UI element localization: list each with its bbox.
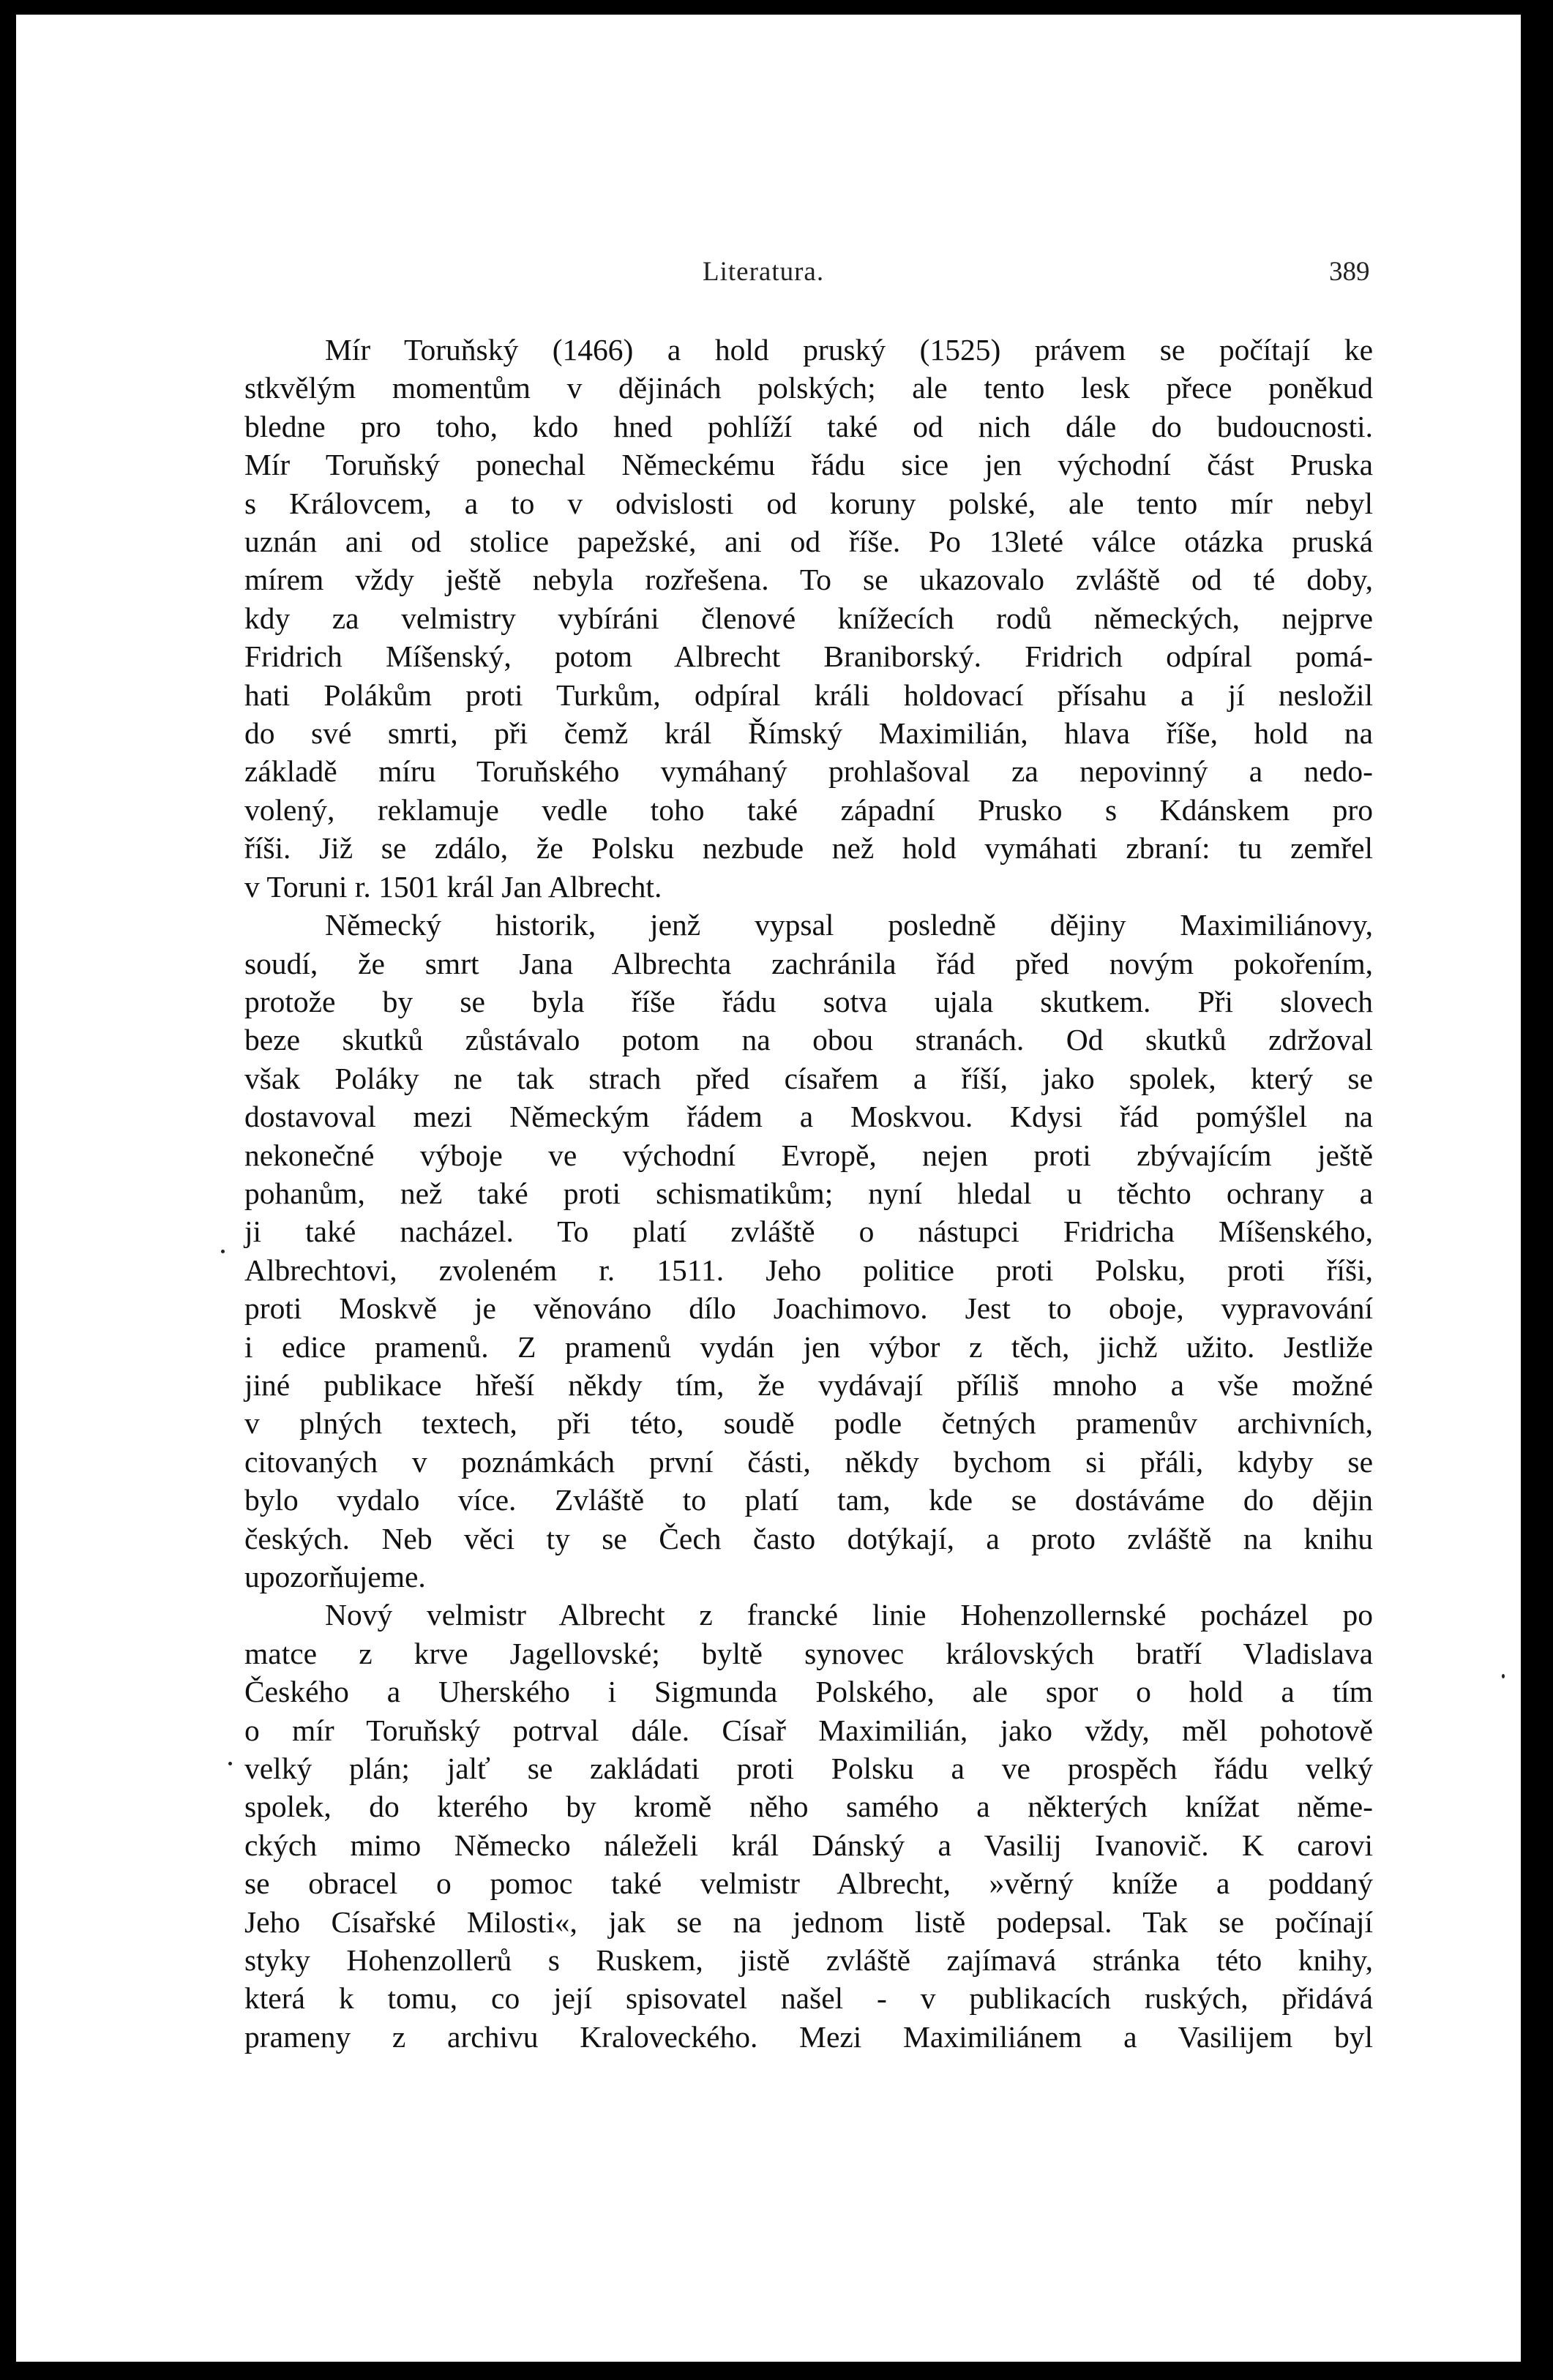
text-line: Nový velmistr Albrecht z francké linie Hohenzollernské pocházel po: [325, 1598, 1373, 1632]
running-head: Literatura.: [703, 257, 825, 287]
text-line: nekonečné výboje ve východní Evropě, nejen proti zbývajícím ještě: [244, 1138, 1373, 1172]
text-line: bledne pro toho, kdo hned pohlíží také od nich dále do budoucnosti.: [244, 409, 1373, 443]
text-line: styky Hohenzollerů s Ruskem, jistě zvláště zajímavá stránka této knihy,: [244, 1943, 1373, 1978]
text-line: velký plán; jalť se zakládati proti Polsku a ve prospěch řádu velký: [244, 1752, 1373, 1786]
text-line: českých. Neb věci ty se Čech často dotýkají, a proto zvláště na knihu: [244, 1521, 1373, 1555]
text-line: volený, reklamuje vedle toho také západní Prusko s Kdánskem pro: [244, 792, 1373, 827]
scan-speck: [1502, 1674, 1505, 1678]
document-page: [16, 15, 1528, 2362]
text-line: v Toruni r. 1501 král Jan Albrecht.: [244, 869, 662, 904]
paragraph-2: [244, 906, 1373, 1596]
text-line: beze skutků zůstávalo potom na obou stranách. Od skutků zdržoval: [244, 1023, 1373, 1057]
text-line: mírem vždy ještě nebyla rozřešena. To se ukazovalo zvláště od té doby,: [244, 563, 1373, 597]
text-line: Albrechtovi, zvoleném r. 1511. Jeho politice proti Polsku, proti říši,: [244, 1253, 1373, 1287]
text-line: se obracel o pomoc také velmistr Albrecht, »věrný kníže a poddaný: [244, 1866, 1373, 1901]
text-line: o mír Toruňský potrval dále. Císař Maximilián, jako vždy, měl pohotově: [244, 1713, 1373, 1747]
text-line: stkvělým momentům v dějinách polských; ale tento lesk přece poněkud: [244, 371, 1373, 405]
text-line: však Poláky ne tak strach před císařem a říší, jako spolek, který se: [244, 1061, 1373, 1095]
scan-edge: [1521, 15, 1528, 2362]
text-line: proti Moskvě je věnováno dílo Joachimovo. Jest to oboje, vypravování: [244, 1291, 1373, 1326]
text-line: kdy za velmistry vybíráni členové knížecích rodů německých, nejprve: [244, 601, 1373, 635]
text-line: hati Polákům proti Turkům, odpíral králi holdovací přísahu a jí nesložil: [244, 677, 1373, 712]
text-line: ji také nacházel. To platí zvláště o nástupci Fridricha Míšenského,: [244, 1215, 1373, 1249]
text-line: Německý historik, jenž vypsal posledně dějiny Maximiliánovy,: [325, 908, 1373, 942]
text-line: s Královcem, a to v odvislosti od koruny polské, ale tento mír nebyl: [244, 486, 1373, 520]
text-line: říši. Již se zdálo, že Polsku nezbude než hold vymáhati zbraní: tu zemřel: [244, 831, 1373, 866]
text-line: ckých mimo Německo náleželi král Dánský a Vasilij Ivanovič. K carovi: [244, 1828, 1373, 1862]
text-line: Fridrich Míšenský, potom Albrecht Braniborský. Fridrich odpíral pomá-: [244, 639, 1373, 674]
text-line: upozorňujeme.: [244, 1560, 426, 1593]
text-line: Mír Toruňský ponechal Německému řádu sice jen východní část Pruska: [244, 448, 1373, 482]
text-line: do své smrti, při čemž král Římský Maximilián, hlava říše, hold na: [244, 716, 1373, 751]
text-line: soudí, že smrt Jana Albrechta zachránila řád před novým pokořením,: [244, 946, 1373, 980]
text-line: která k tomu, co její spisovatel našel - v publikacích ruských, přidává: [244, 1981, 1373, 2016]
text-line: bylo vydalo více. Zvláště to platí tam, kde se dostáváme do dějin: [244, 1483, 1373, 1517]
text-line: Mír Toruňský (1466) a hold pruský (1525) právem se počítají ke: [325, 333, 1373, 367]
text-line: protože by se byla říše řádu sotva ujala skutkem. Při slovech: [244, 984, 1373, 1018]
text-line: jiné publikace hřeší někdy tím, že vydávají příliš mnoho a vše možné: [244, 1367, 1373, 1402]
body-text: [244, 331, 1373, 2056]
text-line: Jeho Císařské Milosti«, jak se na jednom listě podepsal. Tak se počínají: [244, 1904, 1373, 1939]
text-line: Českého a Uherského i Sigmunda Polského, ale spor o hold a tím: [244, 1675, 1373, 1709]
page-number: 389: [1329, 257, 1370, 287]
text-line: citovaných v poznámkách první části, někdy bychom si přáli, kdyby se: [244, 1444, 1373, 1479]
text-line: uznán ani od stolice papežské, ani od říše. Po 13leté válce otázka pruská: [244, 525, 1373, 559]
text-line: v plných textech, při této, soudě podle četných pramenův archivních,: [244, 1406, 1373, 1441]
text-line: spolek, do kterého by kromě něho samého a některých knížat něme-: [244, 1790, 1373, 1824]
scan-speck: [228, 1762, 232, 1765]
text-line: i edice pramenů. Z pramenů vydán jen výbor z těch, jichž užito. Jestliže: [244, 1329, 1373, 1364]
paragraph-1: [244, 331, 1373, 906]
text-line: matce z krve Jagellovské; byltě synovec královských bratří Vladislava: [244, 1636, 1373, 1670]
scan-speck: [221, 1250, 225, 1253]
paragraph-3: [244, 1596, 1373, 2056]
text-line: dostavoval mezi Německým řádem a Moskvou. Kdysi řád pomýšlel na: [244, 1100, 1373, 1134]
text-line: pohanům, než také proti schismatikům; nyní hledal u těchto ochrany a: [244, 1176, 1373, 1210]
text-line: prameny z archivu Kraloveckého. Mezi Maximiliánem a Vasilijem byl: [244, 2019, 1373, 2054]
text-line: základě míru Toruňského vymáhaný prohlašoval za nepovinný a nedo-: [244, 754, 1373, 789]
